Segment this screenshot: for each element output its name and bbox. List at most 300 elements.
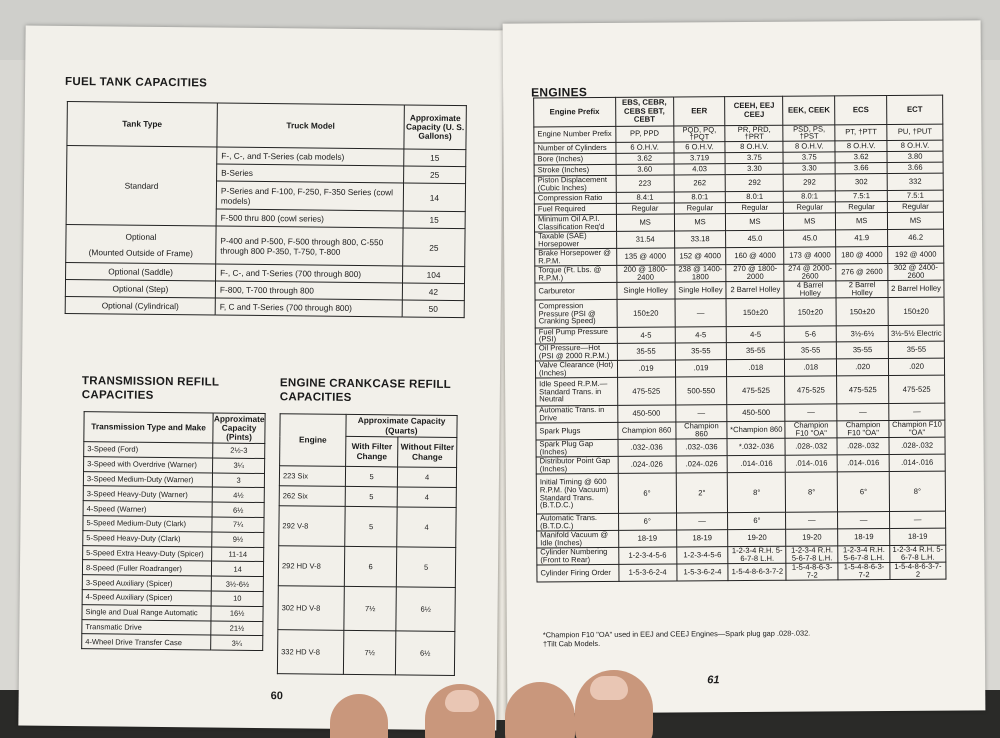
engines-cell: 8 O.H.V. [887, 140, 943, 151]
engines-cell: 2° [676, 473, 728, 513]
crank-body [277, 466, 456, 676]
fuel-capacity: 15 [403, 211, 465, 229]
engines-cell: 1-2-3-4 R.H. 5-6-7-8 L.H. [728, 546, 786, 563]
fuel-model: P-Series and F-100, F-250, F-350 Series (cowl models) [216, 181, 403, 211]
trans-type: 3-Speed Heavy-Duty (Warner) [83, 486, 212, 502]
engines-cell: 135 @ 4000 [616, 248, 674, 265]
engines-cell: 1-2-3-4 R.H. 5-6-7-8 L.H. [786, 546, 838, 563]
crank-with: 5 [345, 486, 397, 507]
engines-cell: 4-5 [617, 327, 675, 344]
engines-cell: 450-500 [727, 404, 785, 421]
trans-type: 4-Speed (Warner) [83, 501, 212, 517]
engines-cell: 35-55 [617, 343, 675, 360]
crank-title-line2: CAPACITIES [279, 391, 352, 404]
trans-type: 4-Speed Auxiliary (Spicer) [82, 590, 211, 606]
engines-cell: 150±20 [836, 297, 888, 325]
engines-cell: 45.0 [726, 230, 784, 247]
engines-cell: PP, PPD [616, 126, 674, 143]
engines-cell: 8° [786, 472, 838, 512]
engines-cell: 3.62 [835, 151, 887, 162]
trans-type: Single and Dual Range Automatic [82, 604, 211, 620]
fuel-capacity: 50 [402, 300, 464, 318]
engines-cell: 8.4:1 [616, 192, 674, 203]
engines-cell: 262 [674, 174, 726, 191]
engines-cell: PU, †PUT [887, 124, 943, 141]
engines-cell: 1-2-3-4-5-6 [676, 547, 728, 564]
engines-cell: 500-550 [675, 377, 727, 405]
engines-cell: 292 [726, 174, 784, 191]
engines-cell: .014-.016 [728, 455, 786, 472]
engines-cell: 152 @ 4000 [674, 247, 726, 264]
engines-cell: 1-2-3-4 R.H. 5-6-7-8 L.H. [838, 546, 890, 563]
engines-cell: 475-525 [785, 376, 837, 404]
fuel-type: Optional (Saddle) [66, 262, 216, 281]
trans-capacity: 3 [213, 473, 265, 488]
engines-row-label: Initial Timing @ 600 R.P.M. (No Vacuum) Standard Trans. (B.T.D.C.) [536, 473, 618, 514]
engines-cell: .014-.016 [837, 455, 889, 472]
engines-cell: 1-5-3-6-2-4 [619, 564, 677, 581]
trans-type: Transmatic Drive [82, 619, 211, 635]
fuel-standard-label: Standard [66, 145, 217, 226]
engines-cell: PT, †PTT [835, 124, 887, 141]
engines-body [534, 124, 946, 582]
engines-cell: 274 @ 2000-2600 [784, 264, 836, 281]
engines-cell: 6 O.H.V. [673, 141, 725, 152]
crank-with: 6 [344, 546, 397, 587]
fuel-capacity: 15 [404, 149, 466, 167]
trans-header-capacity: Approximate Capacity (Pints) [213, 413, 265, 442]
engines-cell: .019 [675, 360, 727, 377]
crank-without: 6½ [396, 631, 455, 676]
engines-cell: MS [616, 214, 674, 231]
engines-cell: 8 O.H.V. [783, 141, 835, 152]
trans-capacity: 9½ [212, 532, 264, 547]
engines-cell: PR, PRD, †PRT [725, 125, 783, 142]
engines-cell: 18-19 [676, 530, 728, 547]
engines-cell: 2 Barrel Holley [888, 280, 944, 297]
engines-cell: 35-55 [727, 342, 785, 359]
engines-cell: 302 [835, 173, 887, 190]
fuel-capacity: 25 [404, 166, 466, 184]
engines-cell: PSD, PS, †PST [783, 125, 835, 142]
engines-cell: 150±20 [726, 298, 784, 326]
engines-row-label: Number of Cylinders [534, 142, 616, 154]
engines-row-label: Compression Ratio [534, 192, 616, 204]
crank-engine: 292 HD V-8 [278, 546, 344, 587]
engines-row-label: Spark Plugs [536, 422, 618, 440]
engines-row-label: Compression Pressure (PSI @ Cranking Speed) [535, 299, 617, 328]
engines-cell: 35-55 [785, 342, 837, 359]
engines-cell: — [786, 512, 838, 529]
crank-header-approx: Approximate Capacity (Quarts) [346, 414, 457, 437]
engines-column-header: CEEH, EEJ CEEJ [725, 96, 783, 125]
engines-cell: Regular [887, 201, 943, 212]
fuel-optional-label: Optional [125, 231, 157, 242]
engines-table [533, 95, 946, 583]
trans-capacity: 10 [211, 591, 263, 606]
trans-type: 3-Speed Medium-Duty (Warner) [83, 471, 212, 487]
engines-cell: 475-525 [727, 376, 785, 404]
engines-cell: .019 [617, 360, 675, 377]
fuel-title: FUEL TANK CAPACITIES [65, 75, 208, 90]
engines-cell: 192 @ 4000 [888, 246, 944, 263]
engines-cell: 302 @ 2400-2600 [888, 263, 944, 280]
engines-cell: 475-525 [837, 376, 889, 404]
crank-engine: 302 HD V-8 [278, 586, 344, 631]
engines-cell: 180 @ 4000 [836, 246, 888, 263]
engines-cell: *Champion 860 [727, 421, 785, 438]
engines-cell: 475-525 [617, 377, 675, 405]
engines-cell: 1-5-4-8-6-3-7-2 [786, 563, 838, 580]
trans-type: 3-Speed Auxiliary (Spicer) [82, 575, 211, 591]
engines-cell: 3½-5½ Electric [888, 325, 944, 342]
engines-cell: 150±20 [784, 298, 836, 326]
engines-cell: 1-5-3-6-2-4 [676, 564, 728, 581]
engines-cell: 3.719 [674, 152, 726, 163]
fuel-header-model: Truck Model [217, 103, 404, 149]
engines-cell: .028-.032 [785, 438, 837, 455]
fingernail [590, 676, 628, 700]
engines-cell: 18-19 [890, 528, 946, 545]
engines-cell: 160 @ 4000 [726, 247, 784, 264]
trans-capacity: 6½ [212, 502, 264, 517]
trans-type: 8-Speed (Fuller Roadranger) [82, 560, 211, 576]
engines-cell: 18-19 [838, 529, 890, 546]
engines-row [537, 562, 946, 582]
engines-cell: 3.75 [783, 152, 835, 163]
engines-cell: 41.9 [836, 229, 888, 246]
fuel-capacity: 42 [402, 283, 464, 301]
engines-cell: *.032-.036 [727, 438, 785, 455]
trans-title [82, 374, 220, 403]
trans-body [82, 442, 265, 651]
engines-cell: .032-.036 [676, 439, 728, 456]
fuel-model: B-Series [217, 164, 404, 183]
crank-without: 4 [397, 487, 456, 508]
engines-cell: 4 Barrel Holley [784, 281, 836, 298]
fuel-type: Optional (Cylindrical) [65, 296, 215, 315]
engines-cell: 3.66 [835, 162, 887, 173]
engines-row-label: Engine Number Prefix [534, 126, 616, 143]
crank-without: 5 [397, 547, 456, 588]
engines-cell: 8° [889, 471, 945, 511]
crank-with: 7½ [344, 586, 397, 631]
engines-column-header: ECT [887, 95, 943, 124]
engines-row-label: Cylinder Numbering (Front to Rear) [537, 547, 619, 565]
engines-row-label: Torque (Ft. Lbs. @ R.P.M.) [535, 265, 617, 283]
crank-engine: 332 HD V-8 [277, 630, 343, 675]
fuel-optional-cell [66, 224, 216, 264]
engines-cell: 8 O.H.V. [835, 140, 887, 151]
crankcase-table [277, 413, 458, 676]
engines-cell: 3½-6½ [836, 325, 888, 342]
engines-cell: 223 [616, 175, 674, 192]
trans-type: 4-Wheel Drive Transfer Case [82, 634, 211, 650]
engines-cell: Regular [616, 203, 674, 214]
engines-cell: 1-5-4-8-6-3-7-2 [728, 563, 786, 580]
engines-cell: 46.2 [888, 229, 944, 246]
crank-without: 6½ [396, 587, 455, 632]
engines-cell: .020 [837, 359, 889, 376]
trans-capacity: 3¼ [213, 458, 265, 473]
engines-row-label: Spark Plug Gap (Inches) [536, 439, 618, 457]
fuel-capacity: 25 [403, 228, 465, 267]
page-number-right: 61 [707, 674, 720, 687]
engines-cell: Champion F10 "OA" [785, 421, 837, 438]
engines-column-header: EEK, CEEK [783, 96, 835, 125]
trans-type: 5-Speed Heavy-Duty (Clark) [83, 530, 212, 546]
engines-cell: 8.0:1 [726, 191, 784, 202]
engines-cell: .024-.026 [618, 456, 676, 473]
fuel-optional-sub: (Mounted Outside of Frame) [88, 246, 193, 258]
engines-row [536, 471, 945, 514]
engines-cell: 35-55 [888, 341, 944, 358]
engines-cell: 19-20 [786, 529, 838, 546]
engines-row-label: Carburetor [535, 282, 617, 300]
engines-cell: 332 [887, 173, 943, 190]
engines-cell: 6° [837, 472, 889, 512]
trans-row [82, 634, 263, 651]
engines-cell: 238 @ 1400-1800 [674, 264, 726, 281]
page-number-left: 60 [270, 690, 283, 703]
crank-row [279, 486, 456, 508]
engines-cell: 45.0 [784, 230, 836, 247]
fuel-model: F-, C-, and T-Series (700 through 800) [216, 264, 403, 283]
fuel-header-capacity: Approximate Capacity (U. S. Gallons) [404, 105, 466, 150]
engines-row-label: Fuel Pump Pressure (PSI) [535, 327, 617, 344]
trans-type: 5-Speed Medium-Duty (Clark) [83, 516, 212, 532]
engines-cell: 8.0:1 [784, 191, 836, 202]
engines-row-label: Oil Pressure—Hot (PSI @ 2000 R.P.M.) [535, 343, 617, 361]
engines-cell: — [837, 404, 889, 421]
crank-title-line1: ENGINE CRANKCASE REFILL [279, 377, 452, 391]
engines-cell: — [675, 298, 727, 326]
trans-header-type: Transmission Type and Make [84, 412, 214, 443]
crank-engine: 262 Six [279, 486, 345, 507]
trans-capacity: 21½ [211, 621, 263, 636]
engines-cell: Regular [784, 202, 836, 213]
engines-cell: 6 O.H.V. [616, 142, 674, 153]
footnote-tilt-cab: †Tilt Cab Models. [542, 639, 601, 649]
crank-row [279, 506, 456, 548]
engines-cell: 1-2-3-4 R.H. 5-6-7-8 L.H. [890, 545, 946, 562]
fuel-capacity: 104 [403, 266, 465, 284]
engines-cell: 6° [728, 512, 786, 529]
engines-cell: 35-55 [675, 343, 727, 360]
engines-cell: 276 @ 2600 [836, 263, 888, 280]
crank-row [278, 546, 455, 588]
engines-cell: 4-5 [727, 326, 785, 343]
engines-cell: — [889, 403, 945, 420]
engines-cell: 4.03 [674, 163, 726, 174]
engines-cell: .024-.026 [676, 456, 728, 473]
engines-cell: .032-.036 [618, 439, 676, 456]
engines-cell: Regular [674, 202, 726, 213]
engines-cell: 3.62 [616, 153, 674, 164]
engines-row-label: Bore (Inches) [534, 153, 616, 165]
crank-engine: 292 V-8 [279, 506, 345, 547]
engines-row-label: Minimum Oil A.P.I. Classification Req'd [534, 214, 616, 232]
engines-cell: 3.75 [725, 152, 783, 163]
engines-cell: 1-2-3-4-5-6 [618, 547, 676, 564]
engines-cell: .020 [889, 358, 945, 375]
right-page [503, 20, 986, 713]
engines-cell: MS [888, 212, 944, 229]
crank-with: 7½ [343, 630, 396, 675]
engines-cell: — [785, 404, 837, 421]
engines-cell: 35-55 [837, 342, 889, 359]
engines-cell: 3.66 [887, 162, 943, 173]
left-page [18, 26, 503, 731]
engines-cell: 4-5 [675, 326, 727, 343]
crank-row [277, 630, 454, 676]
engines-cell: 2 Barrel Holley [726, 281, 784, 298]
engines-cell: MS [784, 213, 836, 230]
engines-cell: 173 @ 4000 [784, 247, 836, 264]
engines-cell: .014-.016 [889, 454, 945, 471]
engines-cell: .028-.032 [837, 438, 889, 455]
trans-capacity: 16½ [211, 606, 263, 621]
transmission-table [81, 411, 265, 651]
engines-header-row [534, 95, 943, 127]
trans-title-line2: CAPACITIES [81, 389, 154, 402]
engines-cell: 5-6 [785, 326, 837, 343]
trans-capacity: 4½ [212, 487, 264, 502]
engines-cell: Single Holley [617, 282, 675, 299]
engines-cell: 1-5-4-8-6-3-7-2 [890, 562, 946, 579]
engines-row-label: Brake Horsepower @ R.P.M. [535, 248, 617, 266]
engines-row-label: Automatic Trans. (B.T.D.C.) [537, 513, 619, 531]
engines-cell: 33.18 [674, 230, 726, 247]
engines-cell: 2 Barrel Holley [836, 280, 888, 297]
fuel-table [65, 101, 467, 318]
fuel-header-type: Tank Type [67, 101, 217, 147]
engines-cell: .028-.032 [889, 437, 945, 454]
engines-row-label: Piston Displacement (Cubic Inches) [534, 175, 616, 193]
engines-row-label: Taxable (SAE) Horsepower [535, 231, 617, 249]
trans-title-line1: TRANSMISSION REFILL [81, 375, 220, 389]
engines-cell: 3.30 [726, 163, 784, 174]
engines-cell: 8 O.H.V. [725, 141, 783, 152]
fuel-model: F, C and T-Series (700 through 800) [215, 298, 402, 317]
trans-capacity: 14 [212, 561, 264, 576]
engines-cell: Regular [726, 202, 784, 213]
engines-cell: PQD, PQ, †PQT [673, 125, 725, 142]
engines-row-label: Valve Clearance (Hot) (Inches) [535, 360, 617, 378]
engines-cell: MS [726, 213, 784, 230]
engines-cell: 19-20 [728, 529, 786, 546]
engines-row-label: Stroke (Inches) [534, 164, 616, 176]
trans-capacity: 3¼ [211, 635, 263, 650]
engines-row-label: Fuel Required [534, 203, 616, 215]
trans-capacity: 7¼ [212, 517, 264, 532]
engines-cell: 3.30 [783, 163, 835, 174]
engines-cell: 3.80 [887, 151, 943, 162]
trans-capacity: 3½-6½ [212, 576, 264, 591]
crank-header-engine: Engine [280, 414, 347, 467]
engines-column-header: EER [673, 97, 725, 126]
crank-row [278, 586, 455, 632]
crank-with: 5 [345, 466, 397, 487]
engines-column-header: ECS [835, 95, 887, 124]
engines-cell: .014-.016 [785, 455, 837, 472]
engines-title: ENGINES [531, 85, 588, 100]
engines-cell: 7.5:1 [887, 190, 943, 201]
engines-cell: 475-525 [889, 375, 945, 403]
engines-cell: Regular [836, 201, 888, 212]
engines-row [535, 297, 944, 328]
crank-without: 4 [398, 467, 457, 488]
engines-cell: 8° [728, 472, 786, 512]
engines-cell: MS [836, 212, 888, 229]
engines-cell: — [676, 513, 728, 530]
engines-cell: 150±20 [617, 299, 675, 327]
crank-with: 5 [345, 506, 398, 547]
crank-header-without: Without Filter Change [398, 437, 457, 468]
engines-row-label: Manifold Vacuum @ Idle (Inches) [537, 530, 619, 548]
fuel-model: P-400 and P-500, F-500 through 800, C-550 through 800 P-350, T-750, T-800 [216, 226, 403, 266]
engines-row [536, 375, 945, 406]
engines-cell: Champion 860 [618, 422, 676, 439]
engines-row-label: Cylinder Firing Order [537, 564, 619, 582]
fuel-model: F-, C-, and T-Series (cab models) [217, 147, 404, 166]
engines-cell: 292 [783, 174, 835, 191]
crank-engine: 223 Six [279, 466, 345, 487]
footnote-champion: *Champion F10 "OA" used in EEJ and CEEJ Engines—Spark plug gap .028-.032. [542, 628, 811, 640]
engines-cell: Champion 860 [675, 422, 727, 439]
trans-capacity: 11-14 [212, 547, 264, 562]
engines-column-header: Engine Prefix [534, 97, 616, 126]
engines-cell: Champion F10 "OA" [837, 421, 889, 438]
crank-without: 4 [397, 507, 456, 548]
fuel-type: Optional (Step) [65, 279, 215, 298]
engines-cell: 270 @ 1800-2000 [726, 264, 784, 281]
fuel-model: F-800, T-700 through 800 [215, 281, 402, 300]
engines-cell: 7.5:1 [835, 190, 887, 201]
crank-title [280, 376, 451, 406]
fingernail [445, 690, 479, 712]
engines-cell: 450-500 [617, 405, 675, 422]
engines-cell: 31.54 [616, 231, 674, 248]
engines-cell: 3.60 [616, 164, 674, 175]
engines-cell: 6° [618, 513, 676, 530]
engines-cell: — [890, 511, 946, 528]
fuel-model: F-500 thru 800 (cowl series) [216, 209, 403, 228]
engines-cell: Champion F10 "OA" [889, 420, 945, 437]
engines-cell: 6° [618, 473, 676, 513]
engines-row-label: Distributor Point Gap (Inches) [536, 456, 618, 474]
engines-cell: .018 [727, 359, 785, 376]
engines-cell: Single Holley [674, 281, 726, 298]
engines-cell: — [675, 405, 727, 422]
engines-cell: .018 [785, 359, 837, 376]
engines-cell: — [838, 512, 890, 529]
engines-cell: 8.0:1 [674, 191, 726, 202]
trans-type: 3-Speed with Overdrive (Warner) [84, 456, 213, 472]
trans-type: 3-Speed (Ford) [84, 442, 213, 458]
fuel-capacity: 14 [403, 183, 465, 212]
engines-row-label: Automatic Trans. in Drive [536, 405, 618, 423]
engines-cell: 150±20 [888, 297, 944, 325]
engines-cell: 200 @ 1800-2400 [617, 265, 675, 282]
engines-cell: 1-5-4-8-6-3-7-2 [838, 563, 890, 580]
crank-row [279, 466, 456, 488]
engines-cell: 18-19 [618, 530, 676, 547]
trans-capacity: 2½-3 [213, 443, 265, 458]
trans-type: 5-Speed Extra Heavy-Duty (Spicer) [83, 545, 212, 561]
engines-row-label: Idle Speed R.P.M.— Standard Trans. in Neutral [536, 377, 618, 406]
crank-header-with: With Filter Change [346, 436, 399, 467]
